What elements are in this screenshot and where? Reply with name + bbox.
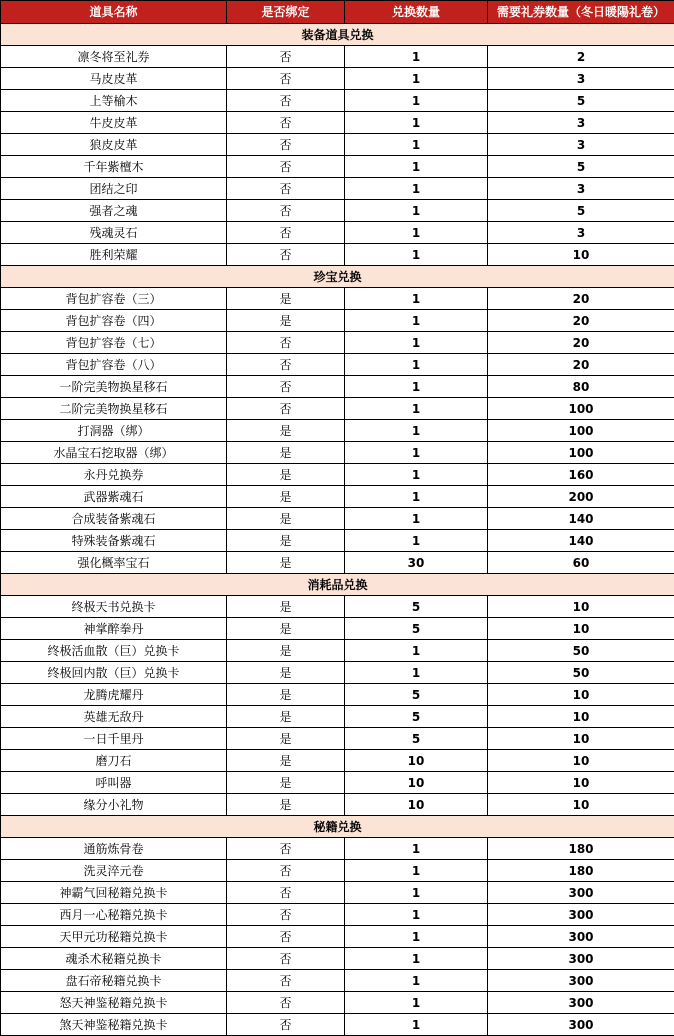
cost-cell: 160: [488, 464, 674, 486]
section-row: [1, 266, 674, 288]
bound-cell: 否: [227, 332, 345, 354]
quantity-cell: 5: [345, 596, 488, 618]
cost-cell: 300: [488, 970, 674, 992]
table-row: [1, 860, 674, 882]
section-title: 装备道具兑换: [1, 24, 674, 46]
bound-cell: 是: [227, 552, 345, 574]
table-row: [1, 90, 674, 112]
bound-cell: 否: [227, 200, 345, 222]
quantity-cell: 1: [345, 288, 488, 310]
item-name-cell: 水晶宝石挖取器（绑）: [1, 442, 227, 464]
quantity-cell: 1: [345, 376, 488, 398]
item-name-cell: 牛皮皮革: [1, 112, 227, 134]
quantity-cell: 1: [345, 134, 488, 156]
table-row: [1, 332, 674, 354]
table-row: [1, 486, 674, 508]
quantity-cell: 1: [345, 882, 488, 904]
cost-cell: 3: [488, 134, 674, 156]
cost-cell: 10: [488, 706, 674, 728]
section-title: 珍宝兑换: [1, 266, 674, 288]
cost-cell: 5: [488, 156, 674, 178]
quantity-cell: 5: [345, 684, 488, 706]
quantity-cell: 1: [345, 860, 488, 882]
item-name-cell: 背包扩容卷（七）: [1, 332, 227, 354]
cost-cell: 3: [488, 222, 674, 244]
quantity-cell: 1: [345, 420, 488, 442]
cost-cell: 10: [488, 596, 674, 618]
cost-cell: 3: [488, 112, 674, 134]
table-row: [1, 552, 674, 574]
header-row: [1, 1, 674, 24]
bound-cell: 否: [227, 948, 345, 970]
bound-cell: 是: [227, 618, 345, 640]
item-name-cell: 英雄无敌丹: [1, 706, 227, 728]
item-name-cell: 天甲元功秘籍兑换卡: [1, 926, 227, 948]
cost-cell: 10: [488, 794, 674, 816]
table-row: [1, 640, 674, 662]
table-row: [1, 750, 674, 772]
quantity-cell: 1: [345, 508, 488, 530]
cost-cell: 300: [488, 882, 674, 904]
item-name-cell: 马皮皮革: [1, 68, 227, 90]
table-row: [1, 926, 674, 948]
item-name-cell: 背包扩容卷（三）: [1, 288, 227, 310]
quantity-cell: 1: [345, 926, 488, 948]
table-row: [1, 376, 674, 398]
table-row: [1, 992, 674, 1014]
cost-cell: 10: [488, 244, 674, 266]
cost-cell: 10: [488, 728, 674, 750]
bound-cell: 否: [227, 68, 345, 90]
item-name-cell: 二阶完美物换星移石: [1, 398, 227, 420]
quantity-cell: 10: [345, 794, 488, 816]
item-name-cell: 狼皮皮革: [1, 134, 227, 156]
cost-cell: 180: [488, 838, 674, 860]
quantity-cell: 1: [345, 354, 488, 376]
item-name-cell: 洗灵淬元卷: [1, 860, 227, 882]
bound-cell: 是: [227, 794, 345, 816]
cost-cell: 20: [488, 288, 674, 310]
item-name-cell: 神掌醉拳丹: [1, 618, 227, 640]
quantity-cell: 1: [345, 90, 488, 112]
item-name-cell: 磨刀石: [1, 750, 227, 772]
quantity-cell: 1: [345, 640, 488, 662]
table-row: [1, 794, 674, 816]
table-row: [1, 772, 674, 794]
table-row: [1, 46, 674, 68]
header-quantity: 兑换数量: [345, 1, 488, 24]
cost-cell: 10: [488, 772, 674, 794]
cost-cell: 80: [488, 376, 674, 398]
item-name-cell: 打洞器（绑）: [1, 420, 227, 442]
item-name-cell: 合成装备紫魂石: [1, 508, 227, 530]
table-row: [1, 596, 674, 618]
bound-cell: 否: [227, 112, 345, 134]
section-row: [1, 816, 674, 838]
cost-cell: 100: [488, 398, 674, 420]
item-name-cell: 一日千里丹: [1, 728, 227, 750]
table-row: [1, 310, 674, 332]
item-name-cell: 特殊装备紫魂石: [1, 530, 227, 552]
table-row: [1, 618, 674, 640]
bound-cell: 是: [227, 464, 345, 486]
bound-cell: 否: [227, 970, 345, 992]
item-name-cell: 千年紫檀木: [1, 156, 227, 178]
table-row: [1, 156, 674, 178]
bound-cell: 是: [227, 288, 345, 310]
item-name-cell: 西月一心秘籍兑换卡: [1, 904, 227, 926]
table-row: [1, 134, 674, 156]
bound-cell: 否: [227, 178, 345, 200]
table-row: [1, 354, 674, 376]
table-row: [1, 112, 674, 134]
bound-cell: 否: [227, 992, 345, 1014]
section-row: [1, 24, 674, 46]
bound-cell: 是: [227, 640, 345, 662]
table-row: [1, 530, 674, 552]
quantity-cell: 1: [345, 662, 488, 684]
item-name-cell: 终极天书兑换卡: [1, 596, 227, 618]
bound-cell: 是: [227, 662, 345, 684]
section-title: 秘籍兑换: [1, 816, 674, 838]
item-name-cell: 武器紫魂石: [1, 486, 227, 508]
cost-cell: 3: [488, 68, 674, 90]
item-name-cell: 永丹兑换券: [1, 464, 227, 486]
bound-cell: 否: [227, 1014, 345, 1036]
quantity-cell: 1: [345, 178, 488, 200]
cost-cell: 5: [488, 200, 674, 222]
bound-cell: 否: [227, 90, 345, 112]
bound-cell: 否: [227, 222, 345, 244]
bound-cell: 否: [227, 354, 345, 376]
item-name-cell: 强者之魂: [1, 200, 227, 222]
table-row: [1, 200, 674, 222]
section-title: 消耗品兑换: [1, 574, 674, 596]
cost-cell: 300: [488, 1014, 674, 1036]
quantity-cell: 1: [345, 442, 488, 464]
quantity-cell: 1: [345, 992, 488, 1014]
table-row: [1, 684, 674, 706]
cost-cell: 180: [488, 860, 674, 882]
bound-cell: 是: [227, 508, 345, 530]
cost-cell: 20: [488, 354, 674, 376]
cost-cell: 60: [488, 552, 674, 574]
cost-cell: 10: [488, 618, 674, 640]
item-name-cell: 缘分小礼物: [1, 794, 227, 816]
item-name-cell: 呼叫器: [1, 772, 227, 794]
table-row: [1, 904, 674, 926]
bound-cell: 是: [227, 420, 345, 442]
quantity-cell: 1: [345, 310, 488, 332]
item-name-cell: 煞天神鉴秘籍兑换卡: [1, 1014, 227, 1036]
quantity-cell: 1: [345, 838, 488, 860]
item-name-cell: 强化概率宝石: [1, 552, 227, 574]
cost-cell: 300: [488, 926, 674, 948]
item-name-cell: 团结之印: [1, 178, 227, 200]
table-row: [1, 288, 674, 310]
bound-cell: 是: [227, 706, 345, 728]
cost-cell: 5: [488, 90, 674, 112]
bound-cell: 否: [227, 838, 345, 860]
table-row: [1, 420, 674, 442]
table-row: [1, 882, 674, 904]
table-row: [1, 222, 674, 244]
quantity-cell: 1: [345, 464, 488, 486]
item-name-cell: 胜利荣耀: [1, 244, 227, 266]
header-item-name: 道具名称: [1, 1, 227, 24]
bound-cell: 否: [227, 46, 345, 68]
cost-cell: 140: [488, 508, 674, 530]
bound-cell: 否: [227, 134, 345, 156]
bound-cell: 是: [227, 442, 345, 464]
quantity-cell: 1: [345, 970, 488, 992]
item-name-cell: 残魂灵石: [1, 222, 227, 244]
quantity-cell: 1: [345, 904, 488, 926]
cost-cell: 3: [488, 178, 674, 200]
bound-cell: 否: [227, 156, 345, 178]
table-body: [1, 24, 674, 1036]
item-name-cell: 一阶完美物换星移石: [1, 376, 227, 398]
cost-cell: 300: [488, 904, 674, 926]
bound-cell: 是: [227, 728, 345, 750]
table-row: [1, 662, 674, 684]
table-row: [1, 244, 674, 266]
quantity-cell: 1: [345, 1014, 488, 1036]
quantity-cell: 1: [345, 46, 488, 68]
quantity-cell: 1: [345, 200, 488, 222]
table-row: [1, 178, 674, 200]
cost-cell: 20: [488, 332, 674, 354]
item-name-cell: 终极回内散（巨）兑换卡: [1, 662, 227, 684]
bound-cell: 否: [227, 926, 345, 948]
quantity-cell: 1: [345, 112, 488, 134]
table-row: [1, 948, 674, 970]
bound-cell: 否: [227, 904, 345, 926]
item-name-cell: 怒天神鉴秘籍兑换卡: [1, 992, 227, 1014]
section-row: [1, 574, 674, 596]
item-name-cell: 神霸气回秘籍兑换卡: [1, 882, 227, 904]
item-name-cell: 凛冬将至礼券: [1, 46, 227, 68]
cost-cell: 10: [488, 684, 674, 706]
table-row: [1, 508, 674, 530]
quantity-cell: 1: [345, 486, 488, 508]
quantity-cell: 1: [345, 222, 488, 244]
quantity-cell: 1: [345, 530, 488, 552]
bound-cell: 否: [227, 860, 345, 882]
table-row: [1, 1014, 674, 1036]
item-name-cell: 魂杀术秘籍兑换卡: [1, 948, 227, 970]
quantity-cell: 1: [345, 244, 488, 266]
bound-cell: 是: [227, 310, 345, 332]
item-name-cell: 盘石帝秘籍兑换卡: [1, 970, 227, 992]
bound-cell: 否: [227, 882, 345, 904]
bound-cell: 否: [227, 244, 345, 266]
header-bound: 是否绑定: [227, 1, 345, 24]
table-row: [1, 464, 674, 486]
table-row: [1, 68, 674, 90]
quantity-cell: 5: [345, 728, 488, 750]
cost-cell: 2: [488, 46, 674, 68]
cost-cell: 50: [488, 662, 674, 684]
cost-cell: 140: [488, 530, 674, 552]
cost-cell: 100: [488, 420, 674, 442]
bound-cell: 是: [227, 530, 345, 552]
bound-cell: 否: [227, 376, 345, 398]
header-cost: 需要礼券数量（冬日暖陽礼卷）: [488, 1, 674, 24]
table-row: [1, 442, 674, 464]
bound-cell: 是: [227, 596, 345, 618]
cost-cell: 200: [488, 486, 674, 508]
quantity-cell: 1: [345, 948, 488, 970]
item-name-cell: 背包扩容卷（八）: [1, 354, 227, 376]
quantity-cell: 1: [345, 398, 488, 420]
quantity-cell: 1: [345, 332, 488, 354]
table-row: [1, 398, 674, 420]
cost-cell: 300: [488, 948, 674, 970]
cost-cell: 20: [488, 310, 674, 332]
quantity-cell: 30: [345, 552, 488, 574]
cost-cell: 300: [488, 992, 674, 1014]
quantity-cell: 5: [345, 618, 488, 640]
table-row: [1, 728, 674, 750]
cost-cell: 50: [488, 640, 674, 662]
bound-cell: 是: [227, 750, 345, 772]
item-name-cell: 通筋炼骨卷: [1, 838, 227, 860]
bound-cell: 是: [227, 772, 345, 794]
quantity-cell: 10: [345, 750, 488, 772]
table-row: [1, 838, 674, 860]
table-row: [1, 706, 674, 728]
cost-cell: 10: [488, 750, 674, 772]
bound-cell: 是: [227, 684, 345, 706]
bound-cell: 否: [227, 398, 345, 420]
quantity-cell: 5: [345, 706, 488, 728]
item-name-cell: 上等榆木: [1, 90, 227, 112]
quantity-cell: 1: [345, 156, 488, 178]
cost-cell: 100: [488, 442, 674, 464]
quantity-cell: 1: [345, 68, 488, 90]
bound-cell: 是: [227, 486, 345, 508]
table-row: [1, 970, 674, 992]
item-name-cell: 龙腾虎耀丹: [1, 684, 227, 706]
item-name-cell: 终极活血散（巨）兑换卡: [1, 640, 227, 662]
quantity-cell: 10: [345, 772, 488, 794]
item-name-cell: 背包扩容卷（四）: [1, 310, 227, 332]
